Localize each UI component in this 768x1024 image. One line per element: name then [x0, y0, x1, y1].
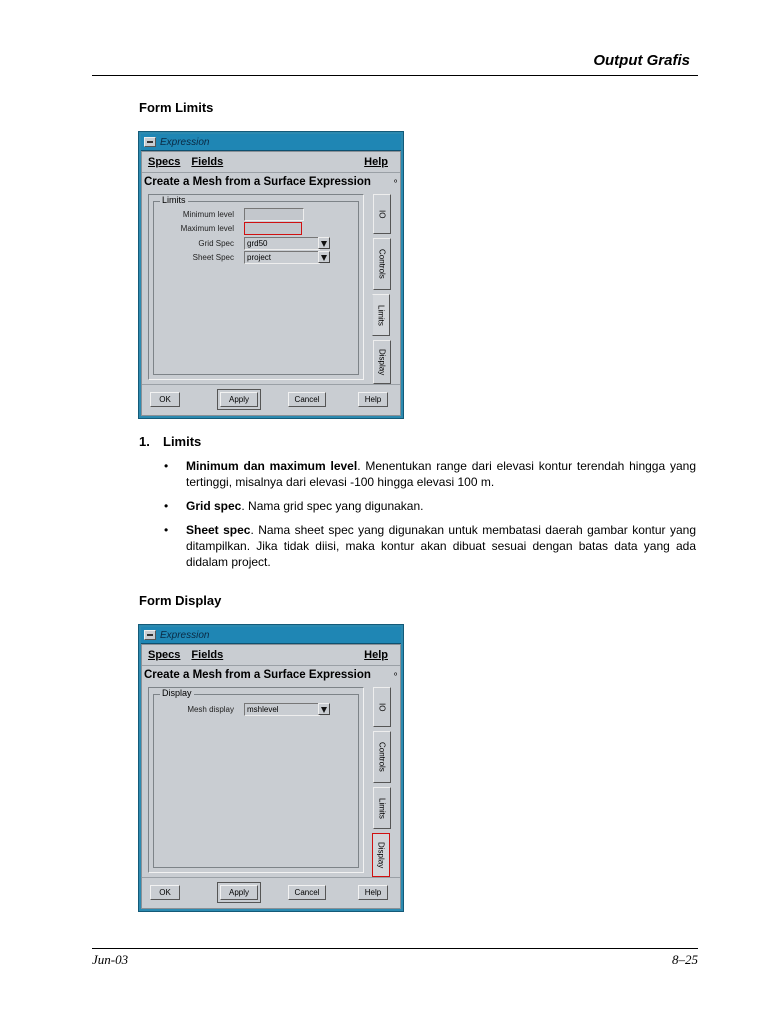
display-panel: [148, 687, 364, 873]
tab-limits[interactable]: Limits: [373, 787, 391, 829]
menu-specs[interactable]: Specs: [148, 649, 181, 661]
limits-bullet-list: [162, 458, 696, 578]
dialog-menubar: [142, 645, 400, 666]
dialog-heading: Create a Mesh from a Surface Expression: [144, 669, 371, 681]
dialog-button-bar: [142, 384, 400, 415]
tab-controls[interactable]: Controls: [373, 731, 391, 783]
footer-date: Jun-03: [92, 952, 129, 967]
sheet-spec-select[interactable]: project: [244, 251, 320, 264]
menu-help[interactable]: Help: [364, 649, 388, 661]
bullet-icon: •: [164, 499, 169, 513]
corner-mark-icon: º: [394, 178, 397, 187]
list-item: • Grid spec. Nama grid spec yang digunakan.: [164, 499, 424, 513]
tab-display[interactable]: Display: [373, 340, 391, 384]
tab-strip: [368, 192, 400, 384]
form-limits-heading: Form Limits: [139, 100, 214, 115]
dialog-heading: Create a Mesh from a Surface Expression: [144, 176, 371, 188]
form-display-heading: Form Display: [139, 593, 222, 608]
dialog-button-bar: [142, 877, 400, 908]
window-menu-icon[interactable]: [144, 630, 156, 640]
menu-fields[interactable]: Fields: [191, 649, 224, 661]
dialog-title: Expression: [160, 629, 210, 641]
tab-io[interactable]: IO: [373, 687, 391, 727]
minimum-level-input[interactable]: [244, 208, 304, 221]
cancel-button[interactable]: Cancel: [288, 392, 326, 407]
help-button[interactable]: Help: [358, 392, 388, 407]
sheet-spec-dropdown-icon[interactable]: [318, 251, 330, 263]
dialog-body: [141, 644, 401, 909]
ok-button[interactable]: OK: [150, 885, 180, 900]
header-rule: [92, 75, 698, 76]
maximum-level-label: Maximum level: [180, 224, 234, 233]
apply-button[interactable]: Apply: [220, 885, 258, 900]
ok-button[interactable]: OK: [150, 392, 180, 407]
dialog-body: [141, 151, 401, 416]
dialog-titlebar: [141, 627, 401, 644]
minimum-level-row: [154, 208, 358, 222]
footer-rule: [92, 948, 698, 949]
maximum-level-row: [154, 222, 358, 236]
corner-mark-icon: º: [394, 671, 397, 680]
minimum-level-label: Minimum level: [182, 210, 234, 219]
menu-specs[interactable]: Specs: [148, 156, 181, 168]
footer-page-number: 8–25: [672, 952, 698, 967]
expression-dialog-display: [138, 624, 404, 912]
grid-spec-select[interactable]: grd50: [244, 237, 320, 250]
tab-io[interactable]: IO: [373, 194, 391, 234]
mesh-display-dropdown-icon[interactable]: [318, 703, 330, 715]
maximum-level-input[interactable]: [244, 222, 302, 235]
limits-group: [153, 195, 359, 375]
limits-group-label: Limits: [162, 195, 186, 205]
sheet-spec-label: Sheet Spec: [192, 253, 234, 262]
sheet-spec-row: [154, 251, 358, 265]
page-header-title: Output Grafis: [593, 52, 690, 69]
grid-spec-dropdown-icon[interactable]: [318, 237, 330, 249]
tab-display[interactable]: Display: [372, 833, 390, 877]
menu-fields[interactable]: Fields: [191, 156, 224, 168]
tab-limits[interactable]: Limits: [372, 294, 390, 336]
grid-spec-row: [154, 237, 358, 251]
mesh-display-select[interactable]: mshlevel: [244, 703, 320, 716]
grid-spec-label: Grid Spec: [198, 239, 234, 248]
tab-controls[interactable]: Controls: [373, 238, 391, 290]
dialog-menubar: [142, 152, 400, 173]
section-title: Limits: [163, 434, 202, 449]
tab-strip: [368, 685, 400, 877]
window-menu-icon[interactable]: [144, 137, 156, 147]
mesh-display-label: Mesh display: [187, 705, 234, 714]
section-number: 1.: [139, 434, 150, 449]
help-button[interactable]: Help: [358, 885, 388, 900]
apply-button[interactable]: Apply: [220, 392, 258, 407]
limits-section-heading: [139, 434, 201, 449]
expression-dialog-limits: [138, 131, 404, 419]
dialog-main: [142, 192, 400, 384]
bullet-icon: •: [164, 523, 169, 537]
mesh-display-row: [154, 703, 358, 717]
display-group: [153, 688, 359, 868]
dialog-main: [142, 685, 400, 877]
dialog-titlebar: [141, 134, 401, 151]
dialog-title: Expression: [160, 136, 210, 148]
cancel-button[interactable]: Cancel: [288, 885, 326, 900]
display-group-label: Display: [162, 688, 192, 698]
limits-panel: [148, 194, 364, 380]
bullet-icon: •: [164, 459, 169, 473]
list-item: • Sheet spec. Nama sheet spec yang digunakan untuk membatasi daerah gambar kontur yang ditampilkan. Jika tidak diisi, maka kontur akan dibuat sesuai dengan batas data yang ada didalam project.: [164, 523, 696, 569]
menu-help[interactable]: Help: [364, 156, 388, 168]
list-item: • Minimum dan maximum level. Menentukan range dari elevasi kontur terendah hingga yang tertinggi, misalnya dari elevasi -100 hingga elevasi 100 m.: [164, 459, 696, 489]
